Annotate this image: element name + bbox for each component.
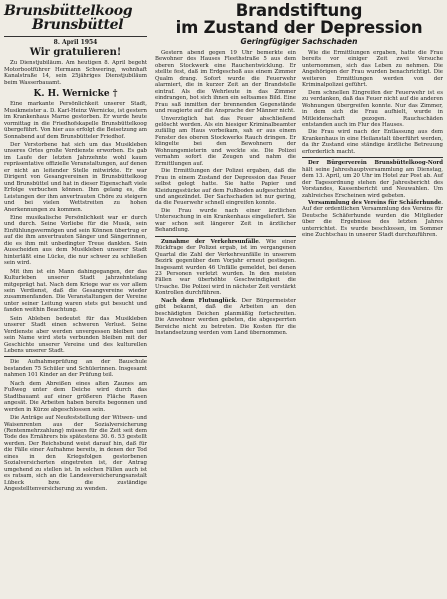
left-column (4, 4, 147, 596)
article-paragraph: Die Ermittlungen der Polizei ergaben, daß die Frau in einem Zustand der Depression das Feuer selbst gelegt hatte. Sie hatte Papier und Kleidungsstücke auf dem Fußboden aufgeschichtet und angezündet. Der Sachschaden ist nur gering, da die Feuerwehr schnell eingreifen konnte. (155, 168, 296, 207)
main-headline-line1: Brandstiftung (235, 1, 363, 20)
notice-title: Versammlung des Vereins für Schäferhunde (308, 199, 442, 206)
obituary-paragraph: Eine markante Persönlichkeit unserer Stadt, Musikmeister a. D. Karl-Heinz Wernicke, ist gestern im Krankenhaus Marne gestorben. Er wurde heute vormittag in die Friedhofskapelle Brunsbüttelkoog übergeführt. Von hier aus erfolgt die Beisetzung am Sonnabend auf dem Brunsbütteler Friedhof. (4, 101, 147, 140)
notice-item: Die Aufnahmeprüfung an der Bauschule bestanden 75 Schüler und Schülerinnen. Insgesamt nahmen 101 Kinder an der Prüfung teil. (4, 359, 147, 379)
article-paragraph: Dem schnellen Eingreifen der Feuerwehr ist es zu verdanken, daß das Feuer nicht auf die anderen Wohnungen übergreifen konnte. Nur das Zimmer, in dem sich die Frau aufhielt, wurde in Mitleidenschaft gezogen. Rauchschäden entstanden auch im Flur des Hauses. (302, 89, 443, 128)
issue-date: 8. April 1954 (53, 39, 98, 46)
article-paragraph: Unverzüglich hat das Feuer abschließend gelöscht werden. Als ein hiesiger Kriminalbeamter zufällig am Haus vorbeikam, sah er aus einem Fenster des oberen Stockwerks Rauch dringen. Er klingelte bei den Bewohnern der Wohnungsmieterin und weckte sie. Die Polizei vernahm sofort die Zeugen und nahm die Ermittlungen auf. (155, 115, 296, 167)
congrats-heading: Wir gratulieren! (29, 47, 122, 59)
obituary-heading: K. H. Wernicke † (33, 89, 118, 100)
notice-paragraph: Versammlung des Vereins für Schäferhunde. Auf der ordentlichen Versammlung des Vereins für Deutsche Schäferhunde wurden die Mitglieder über die Ergebnisse des letzten Jahres unterrichtet. Es wurde beschlossen, im Sommer eine Zuchtschau in unserer Stadt durchzuführen. (302, 199, 443, 239)
notice-paragraph (302, 160, 443, 199)
notice-text: hält seine Jahreshauptversammlung am Dienstag, dem 13. April, um 20 Uhr im Hotel zur Post ab. Auf der Tagesordnung stehen der Jahresbericht des Vorstandes, Kassenbericht und Neuwahlen. Um zahlreiches Erscheinen wird gebeten. (302, 166, 443, 199)
notice-title: Nach dem Flutunglück (161, 297, 236, 304)
obituary-paragraph: Mit ihm ist ein Mann dahingegangen, der das Kulturleben unserer Stadt jahrzehntelang mitgeprägt hat. Nach dem Kriege war es vor allem sein Verdienst, daß die Gesangvereine wieder zusammenfanden. Die Veranstaltungen der Vereine unter seiner Leitung waren stets gut besucht und fanden weithin Beachtung. (4, 268, 147, 314)
article-column-2 (302, 50, 443, 337)
notice-title: Zunahme der Verkehrsunfälle (161, 238, 259, 245)
divider (155, 236, 296, 237)
notice-item: Die Anträge auf Neufeststellung der Witwen- und Waisenrenten aus der Sozialversicherung (Rentenmehrzahlung) müssen für die Zeit seit dem Tode des Ernährers bis spätestens 30. 6. 53 gestellt werden. Der Reichsbund weist darauf hin, daß für die Fälle einer Aufnahme bereits, in denen der Tod eines in den Kriegsfolgen gestorbenen Sozialversicherten eingetreten ist, der Antrag umgehend zu stellen ist. In solchen Fällen auch ist es ratsam, sich an die Landesversicherungsanstalt Lübeck bzw. die zuständige Angestelltenversicherung zu wenden. (4, 415, 147, 493)
notice-paragraph: Zunahme der Verkehrsunfälle. Wie einer Rückfrage der Polizei ergab, ist im vergangenen Quartal die Zahl der Verkehrsunfälle in unserem Bezirk gegenüber dem Vorjahr erneut gestiegen. Insgesamt wurden 46 Unfälle gemeldet, bei denen 23 Personen verletzt wurden. In den meisten Fällen war überhöhte Geschwindigkeit die Ursache. Die Polizei wird in nächster Zeit verstärkt Kontrollen durchführen. (155, 238, 296, 297)
article-column-1 (155, 50, 296, 337)
divider (4, 36, 147, 37)
article-paragraph: Wie die Ermittlungen ergaben, hatte die Frau bereits vor einiger Zeit zwei Versuche unternommen, sich das Leben zu nehmen. Die Angehörigen der Frau wurden benachrichtigt. Die weiteren Ermittlungen werden von der Kriminalpolizei geführt. (302, 50, 443, 89)
congrats-text: Zu Dienstjubiläum. Am heutigen 8. April begeht Motorbootführer Hermann Schwering, wohnhaft Kanalstraße 14, sein 25jähriges Dienstjubiläum beim Wasserbauamt. (4, 60, 147, 86)
obituary-paragraph: Der Verstorbene hat sich um das Musikleben unseres Ortes große Verdienste erworben. Es gab im Laufe der letzten Jahrzehnte wohl kaum repräsentative offizielle Veranstaltungen, auf denen er nicht an leitender Stelle mitwirkte. Er war Dirigent von Gesangvereinen in Brunsbüttelkoog und Brunsbüttel und hat in dieser Eigenschaft viele Erfolge verbuchen können. Ihm gelang es, die Leistungen der ihm anvertrauten Chöre zu steigern und bei vielen Wettstreiten zu hohen Anerkennungen zu kommen. (4, 141, 147, 213)
masthead-brunsbuettel: Brunsbüttel (32, 17, 124, 33)
notice-text: Auf der ordentlichen Versammlung des Vereins für Deutsche Schäferhunde wurden die Mitglieder über die Ergebnisse des letzten Jahres unterrichtet. Es wurde beschlossen, im Sommer eine Zuchtschau in unserer Stadt durchzuführen. (302, 206, 443, 239)
article-paragraph: Gestern abend gegen 19 Uhr bemerkte ein Bewohner des Hauses Fleethstraße 5 aus dem oberen Stockwerk eine Rauchentwicklung. Er stellte fest, daß im Erdgeschoß aus einem Zimmer Qualm drang. Sofort wurde die Feuerwehr alarmiert, die in kurzer Zeit an der Brandstelle eintraf. Als die Wehrleute in das Zimmer eindrangen, bot sich ihnen ein seltsames Bild. Eine Frau saß inmitten der brennenden Gegenstände und reagierte auf die Ansprache der Männer nicht. (155, 50, 296, 115)
obituary-paragraph: Eine musikalische Persönlichkeit war er durch und durch. Seine Vorliebe für die Musik, sein Einfühlungsvermögen und sein Können übertrug er auf die ihm anvertrauten Sänger und Sängerinnen, die es ihm mit unbedingter Treue dankten. Sein Ausscheiden aus dem Musikleben unserer Stadt hinterläßt eine Lücke, die nur schwer zu schließen sein wird. (4, 214, 147, 267)
notice-text: Wie einer Rückfrage der Polizei ergab, ist im vergangenen Quartal die Zahl der Verkehrsunfälle in unserem Bezirk gegenüber dem Vorjahr erneut gestiegen. Insgesamt wurden 46 Unfälle gemeldet, bei denen 23 Personen verletzt wurden. In den meisten Fällen war überhöhte Geschwindigkeit die Ursache. Die Polizei wird in nächster Zeit verstärkt Kontrollen durchführen. (155, 238, 296, 297)
divider (4, 356, 147, 357)
article-paragraph: Die Frau wird nach der Entlassung aus dem Krankenhaus in eine Heilanstalt überführt werden, da ihr Zustand eine ständige ärztliche Betreuung erforderlich macht. (302, 129, 443, 155)
divider (302, 157, 443, 158)
article-paragraph: Die Frau wurde nach einer ärztlichen Untersuchung in ein Krankenhaus eingeliefert. Sie war schon seit längerer Zeit in ärztlicher Behandlung. (155, 207, 296, 234)
main-subheadline: Geringfügiger Sachschaden (240, 37, 358, 46)
notice-item: Nach dem Abreißen eines alten Zaunes am Fußweg unter dem Deiche wird durch das Stadtbauamt auf einer größeren Fläche Rasen angesät. Die Arbeiten haben bereits begonnen und werden in Kürze abgeschlossen sein. (4, 380, 147, 413)
main-headline-line2: im Zustand der Depression (175, 18, 423, 37)
right-column (155, 2, 443, 596)
notice-text: Der Bürgermeister gibt bekannt, daß die Arbeiten an den beschädigten Deichen planmäßig fortschreiten. Die Anwohner werden gebeten, die abgesperrten Bereiche nicht zu betreten. Die Kosten für die Instandsetzung werden vom Land übernommen. (155, 297, 296, 337)
notice-paragraph: Nach dem Flutunglück. Der Bürgermeister gibt bekannt, daß die Arbeiten an den beschädigten Deichen planmäßig fortschreiten. Die Anwohner werden gebeten, die abgesperrten Bereiche nicht zu betreten. Die Kosten für die Instandsetzung werden vom Land übernommen. (155, 297, 296, 337)
masthead-brunsbuettelkoog: Brunsbüttelkoog (4, 3, 133, 19)
article-body (155, 50, 443, 337)
obituary-paragraph: Sein Ableben bedeutet für das Musikleben unserer Stadt einen schweren Verlust. Seine Verdienste aber werden unvergessen bleiben und sein Name wird stets verbunden bleiben mit der Geschichte unserer Vereine und des kulturellen Lebens unserer Stadt. (4, 315, 147, 355)
notice-title: Der Bürgerverein Brunsbüttelkoog-Nord (308, 160, 443, 167)
